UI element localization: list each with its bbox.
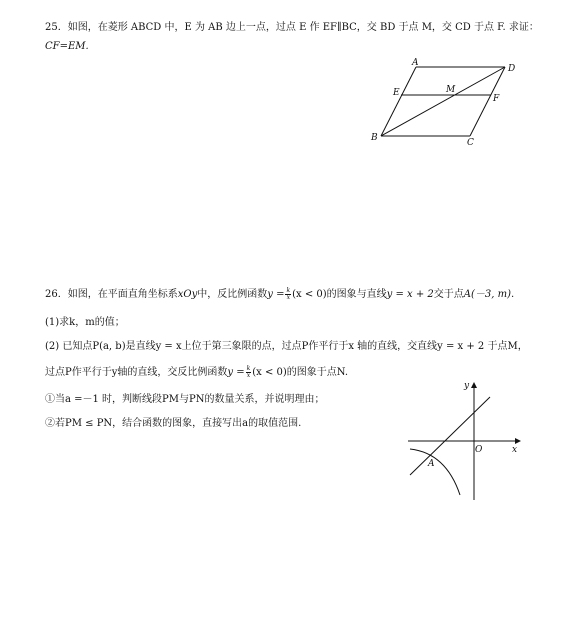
q26-l1-f: y = x + 2 bbox=[386, 289, 434, 300]
hyperbola-branch bbox=[410, 449, 460, 495]
fraction-denominator: x bbox=[286, 294, 290, 301]
q26-text-line4 bbox=[45, 366, 348, 380]
label-m: M bbox=[446, 85, 456, 95]
segment-bd bbox=[381, 67, 505, 136]
q26-coordinate-figure bbox=[400, 375, 530, 505]
fraction-numerator: k bbox=[286, 287, 291, 294]
q26-l4-b: y = bbox=[227, 367, 245, 378]
q26-l1-e: (x < 0)的图象与直线 bbox=[292, 289, 387, 300]
line-y-x-plus-2 bbox=[410, 397, 490, 475]
q26-text-line5: ①当a =－1 时，判断线段PM与PN的数量关系，并说明理由； bbox=[45, 394, 325, 405]
label-x-axis: x bbox=[512, 445, 518, 455]
label-point-a: A bbox=[428, 459, 435, 469]
q26-text-line2: (1)求k，m的值； bbox=[45, 317, 125, 328]
segment-ab bbox=[381, 67, 416, 136]
segment-dc bbox=[470, 67, 505, 136]
q25-text-line2: CF=EM. bbox=[45, 41, 89, 52]
fraction-denominator: x bbox=[246, 372, 251, 379]
label-y-axis: y bbox=[464, 381, 470, 391]
q26-l1-h: A(－3, m). bbox=[463, 289, 515, 300]
label-origin: O bbox=[475, 445, 483, 455]
q25-text-line1: 25．如图，在菱形 ABCD 中，E 为 AB 边上一点，过点 E 作 EF∥BC，交 BD 于点 M，交 CD 于点 F. 求证： bbox=[45, 22, 539, 33]
label-e: E bbox=[393, 88, 400, 98]
q26-l1-a: 26．如图，在平面直角坐标系 bbox=[45, 289, 178, 300]
label-c: C bbox=[467, 138, 474, 148]
q26-l1-d: y = bbox=[267, 289, 285, 300]
q26-text-line1 bbox=[45, 288, 514, 302]
label-a: A bbox=[412, 58, 419, 68]
q26-l1-g: 交于点 bbox=[433, 289, 464, 300]
fraction-k-over-x-2 bbox=[246, 366, 252, 379]
label-b: B bbox=[371, 133, 378, 143]
q26-l1-b: xOy bbox=[177, 289, 198, 300]
q26-text-line3: (2) 已知点P(a, b)是直线y = x上位于第三象限的点，过点P作平行于x 轴的直线，交直线y = x + 2 于点M， bbox=[45, 341, 528, 352]
label-f: F bbox=[493, 94, 500, 104]
q26-l1-c: 中，反比例函数 bbox=[197, 289, 268, 300]
fraction-k-over-x bbox=[285, 288, 291, 301]
label-d: D bbox=[508, 64, 516, 74]
fraction-numerator: k bbox=[246, 365, 251, 372]
q25-rhombus-figure bbox=[360, 55, 530, 150]
q26-text-line6: ②若PM ≤ PN，结合函数的图象，直接写出a的取值范围. bbox=[45, 418, 302, 429]
q26-l4-c: (x < 0)的图象于点N. bbox=[252, 367, 349, 378]
q26-l4-a: 过点P作平行于y轴的直线，交反比例函数 bbox=[45, 367, 228, 378]
